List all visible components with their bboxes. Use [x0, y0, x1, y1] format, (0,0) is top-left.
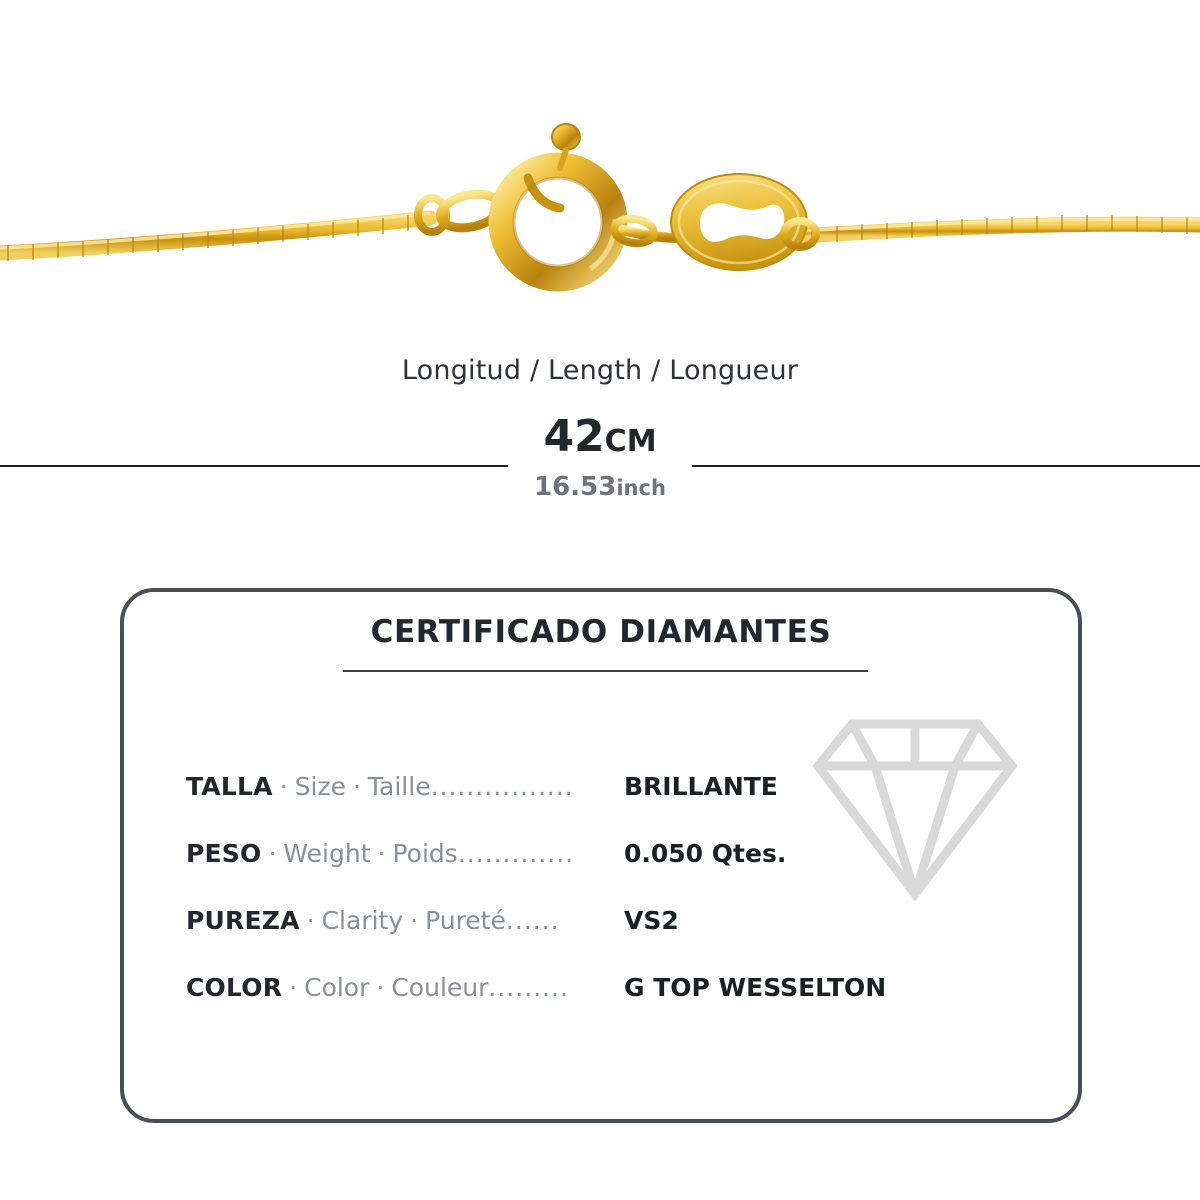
spec-separator: ·: [306, 906, 315, 935]
length-title: Longitud / Length / Longueur: [401, 355, 799, 386]
spec-separator: ·: [352, 772, 361, 801]
spec-label: COLOR: [186, 973, 283, 1002]
spec-separator: ·: [289, 973, 298, 1002]
spec-separator: ·: [268, 839, 277, 868]
spec-separator: ·: [410, 906, 419, 935]
spec-label: PUREZA: [186, 906, 300, 935]
spec-value: BRILLANTE: [624, 772, 778, 801]
certificate-card: [120, 588, 1082, 1123]
spec-row: [186, 772, 1026, 839]
spec-label-fr: Pureté: [425, 906, 506, 935]
spec-value: 0.050 Qtes.: [624, 839, 787, 868]
spec-label: PESO: [186, 839, 262, 868]
spec-row: [186, 906, 1026, 973]
spec-dot-leader: ................: [430, 772, 574, 801]
spec-label-en: Clarity: [321, 906, 404, 935]
length-section: [0, 355, 1200, 520]
chain-right-strand: [800, 215, 1200, 243]
spec-label-fr: Taille: [367, 772, 431, 801]
product-image: [0, 0, 1200, 340]
spec-separator: ·: [377, 839, 386, 868]
length-value-unit: CM: [604, 424, 657, 459]
length-inches: [0, 472, 1200, 502]
spec-value: VS2: [624, 906, 679, 935]
spec-label: TALLA: [186, 772, 273, 801]
connector-link: [613, 216, 678, 245]
measure-rule-right: [692, 465, 1200, 467]
spec-row: [186, 973, 1026, 1040]
spec-separator: ·: [376, 973, 385, 1002]
spec-value: G TOP WESSELTON: [624, 973, 887, 1002]
spec-dot-leader: .........: [488, 973, 569, 1002]
spec-separator: ·: [279, 772, 288, 801]
chain-left-strand: [0, 213, 430, 261]
length-inch-number: 16.53: [534, 472, 617, 502]
measure-rule-left: [0, 465, 508, 467]
chain-illustration: [0, 0, 1200, 340]
certificate-spec-list: [186, 772, 1026, 1040]
length-value-number: 42: [543, 411, 605, 462]
spec-label-fr: Couleur: [391, 973, 489, 1002]
certificate-title: CERTIFICADO DIAMANTES: [370, 614, 832, 650]
length-value: [0, 411, 1200, 462]
spec-dot-leader: .............: [457, 839, 575, 868]
spec-label-en: Weight: [283, 839, 371, 868]
spring-ring-clasp: [501, 124, 615, 279]
length-inch-unit: inch: [616, 476, 666, 500]
spec-label-fr: Poids: [392, 839, 458, 868]
spec-dot-leader: ......: [505, 906, 560, 935]
spec-label-en: Color: [304, 973, 370, 1002]
spec-label-en: Size: [294, 772, 346, 801]
spec-row: [186, 839, 1026, 906]
certificate-title-divider: [343, 670, 868, 672]
